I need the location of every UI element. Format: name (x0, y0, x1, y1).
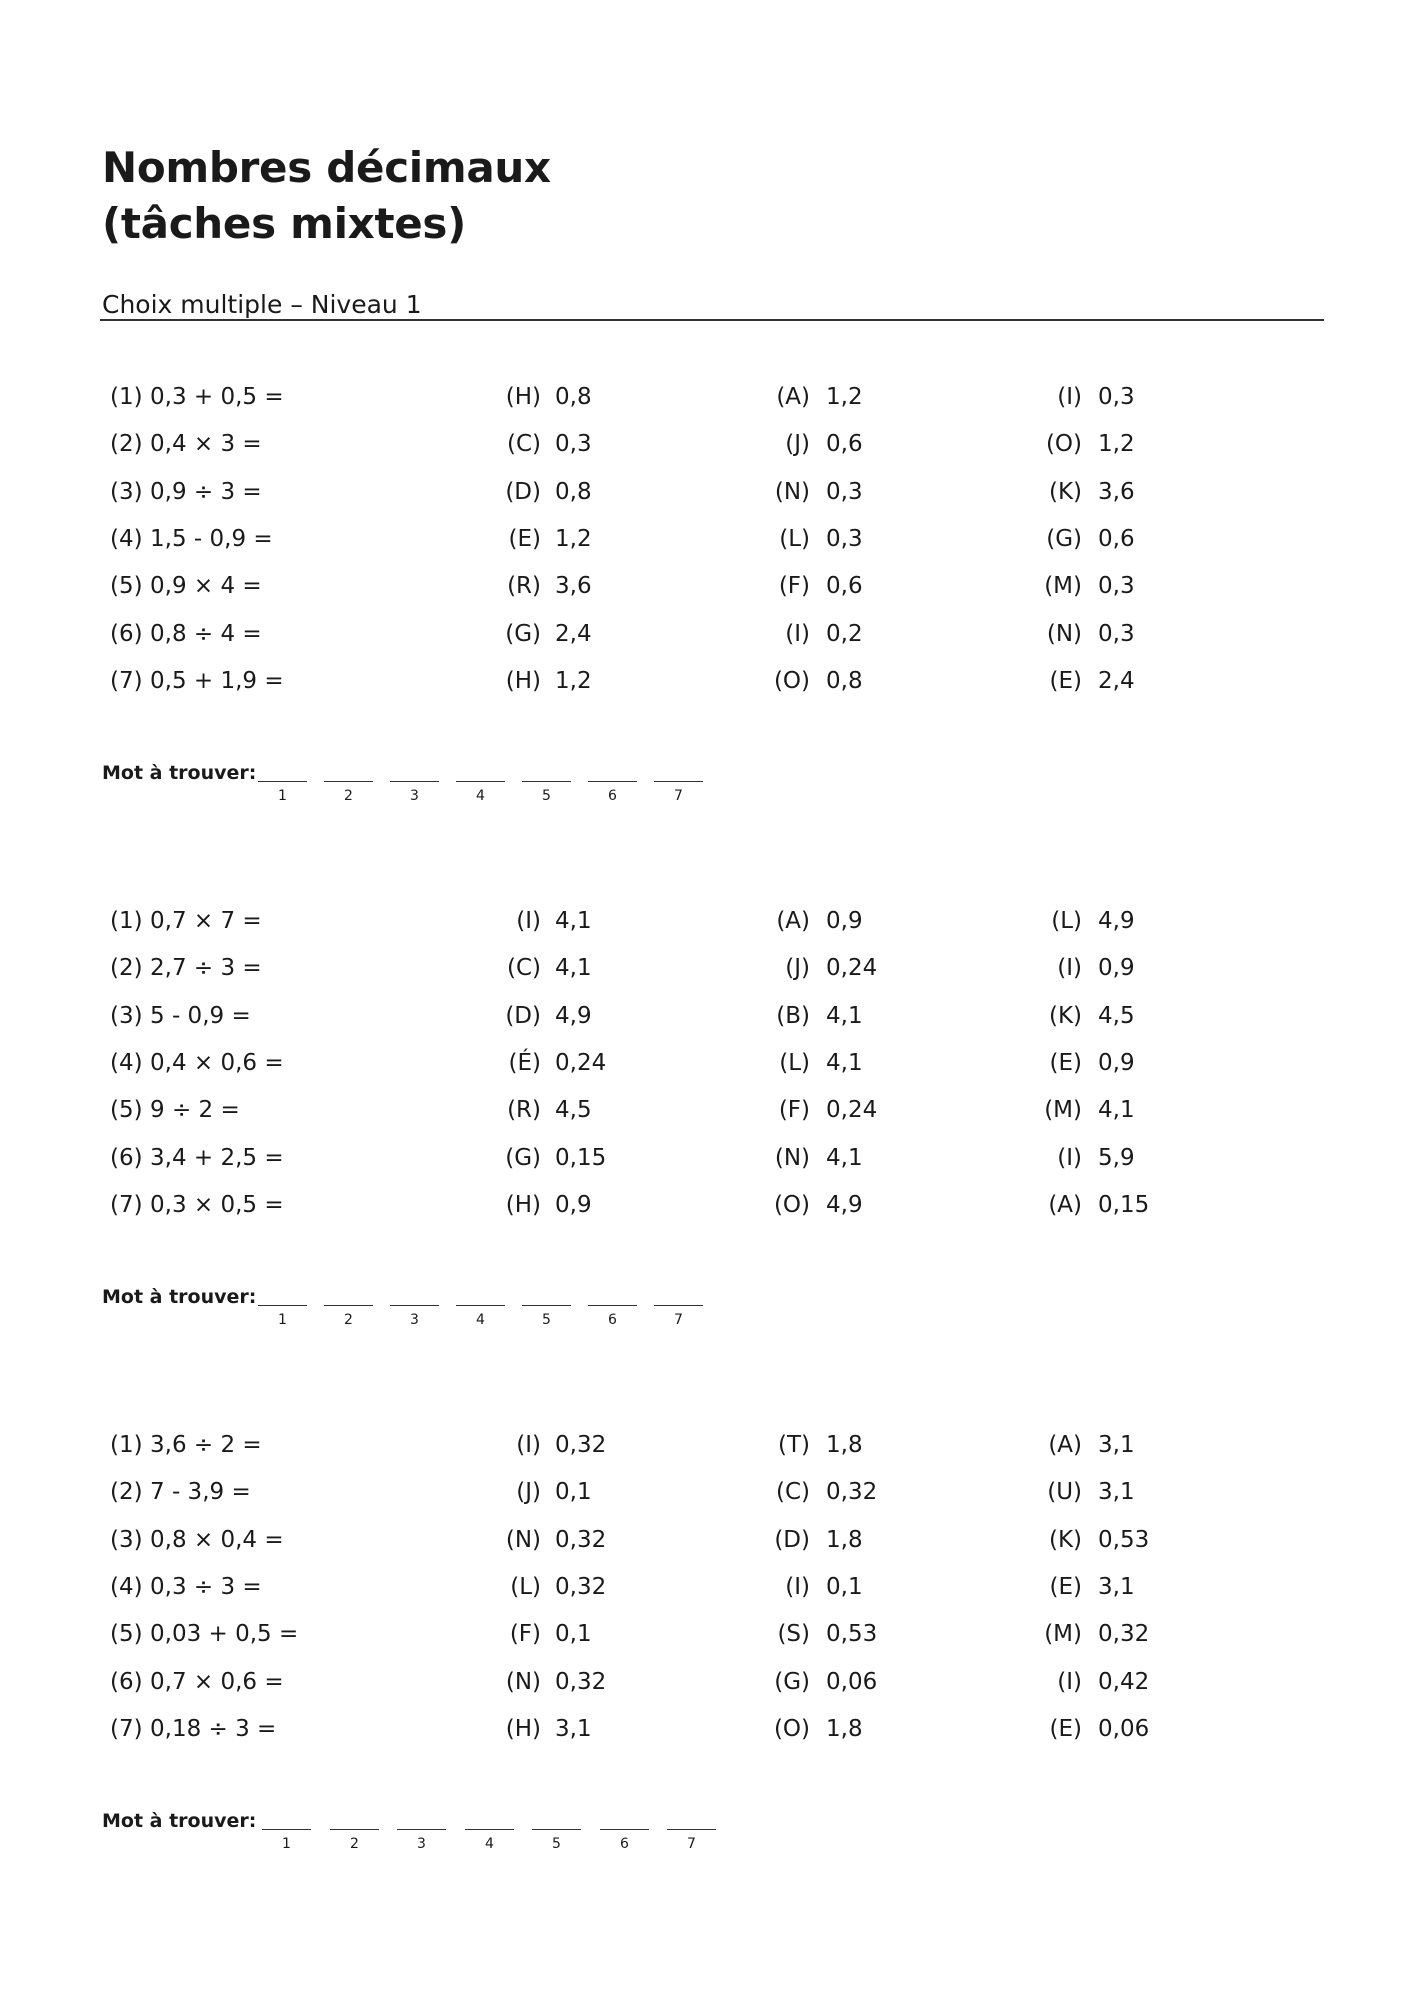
option-letter: (T) (778, 1432, 810, 1458)
answer-blank-number: 5 (552, 1836, 561, 1852)
answer-blank-number: 2 (344, 788, 353, 804)
answer-blank[interactable] (390, 781, 439, 782)
answer-blank[interactable] (330, 1829, 379, 1830)
option-letter: (G) (505, 1145, 541, 1171)
option-value: 3,1 (1098, 1479, 1135, 1505)
option-letter: (F) (509, 1621, 541, 1647)
option-letter: (C) (775, 1479, 810, 1505)
question-expression: 2,7 ÷ 3 = (150, 955, 262, 981)
mot-a-trouver-label: Mot à trouver: (102, 1286, 257, 1308)
option-value: 0,32 (555, 1527, 607, 1553)
option-value: 1,2 (555, 526, 592, 552)
option-value: 0,32 (555, 1669, 607, 1695)
question-expression: 3,6 ÷ 2 = (150, 1432, 262, 1458)
option-letter: (D) (505, 1003, 541, 1029)
option-value: 0,8 (555, 384, 592, 410)
option-letter: (F) (778, 573, 810, 599)
question-row (0, 1664, 1414, 1700)
question-expression: 5 - 0,9 = (150, 1003, 251, 1029)
option-value: 0,53 (826, 1621, 878, 1647)
question-number: (4) (110, 1574, 143, 1600)
option-value: 4,1 (826, 1050, 863, 1076)
option-letter: (A) (1048, 1432, 1082, 1458)
question-number: (1) (110, 1432, 143, 1458)
option-value: 0,1 (555, 1621, 592, 1647)
title-line-2: (tâches mixtes) (102, 199, 467, 248)
option-value: 0,1 (826, 1574, 863, 1600)
question-row (0, 1616, 1414, 1652)
option-letter: (O) (773, 1192, 810, 1218)
question-row (0, 474, 1414, 510)
option-letter: (D) (505, 479, 541, 505)
option-letter: (N) (505, 1527, 541, 1553)
option-value: 4,9 (555, 1003, 592, 1029)
question-number: (1) (110, 384, 143, 410)
option-letter: (G) (1046, 526, 1082, 552)
option-value: 4,5 (555, 1097, 592, 1123)
question-number: (6) (110, 621, 143, 647)
option-letter: (E) (1049, 1050, 1082, 1076)
option-letter: (D) (774, 1527, 810, 1553)
option-value: 4,1 (555, 908, 592, 934)
option-value: 0,3 (1098, 621, 1135, 647)
option-value: 0,6 (1098, 526, 1135, 552)
question-expression: 0,03 + 0,5 = (150, 1621, 299, 1647)
option-letter: (E) (1049, 1716, 1082, 1742)
option-letter: (B) (776, 1003, 810, 1029)
option-letter: (M) (1044, 1097, 1082, 1123)
answer-blank-number: 2 (344, 1312, 353, 1328)
answer-blank-number: 4 (476, 1312, 485, 1328)
answer-blank-number: 6 (608, 788, 617, 804)
option-value: 1,8 (826, 1716, 863, 1742)
option-value: 4,1 (555, 955, 592, 981)
option-value: 0,06 (826, 1669, 878, 1695)
option-letter: (A) (1048, 1192, 1082, 1218)
question-expression: 0,7 × 7 = (150, 908, 262, 934)
question-number: (4) (110, 1050, 143, 1076)
option-value: 1,2 (555, 668, 592, 694)
option-value: 0,24 (826, 955, 878, 981)
option-letter: (K) (1048, 1527, 1082, 1553)
option-value: 1,8 (826, 1527, 863, 1553)
option-value: 0,15 (555, 1145, 607, 1171)
question-row (0, 1092, 1414, 1128)
option-letter: (C) (506, 431, 541, 457)
option-value: 0,32 (555, 1574, 607, 1600)
question-expression: 0,8 × 0,4 = (150, 1527, 284, 1553)
option-letter: (K) (1048, 479, 1082, 505)
option-letter: (R) (507, 1097, 541, 1123)
question-number: (5) (110, 1621, 143, 1647)
option-letter: (L) (779, 1050, 810, 1076)
option-value: 0,8 (555, 479, 592, 505)
question-number: (3) (110, 1003, 143, 1029)
question-number: (5) (110, 573, 143, 599)
answer-blank[interactable] (600, 1829, 649, 1830)
answer-blank-number: 1 (282, 1836, 291, 1852)
question-number: (7) (110, 1192, 143, 1218)
option-value: 0,3 (1098, 384, 1135, 410)
answer-blank-number: 2 (350, 1836, 359, 1852)
exercise-block (0, 1427, 1414, 1897)
question-row (0, 1427, 1414, 1463)
answer-blank[interactable] (532, 1829, 581, 1830)
mot-a-trouver-label: Mot à trouver: (102, 762, 257, 784)
option-letter: (I) (516, 1432, 541, 1458)
option-letter: (H) (505, 1716, 541, 1742)
option-value: 0,32 (1098, 1621, 1150, 1647)
question-number: (3) (110, 479, 143, 505)
option-letter: (O) (1045, 431, 1082, 457)
answer-blank[interactable] (324, 781, 373, 782)
option-letter: (L) (510, 1574, 541, 1600)
option-value: 0,1 (555, 1479, 592, 1505)
option-value: 4,1 (826, 1003, 863, 1029)
option-letter: (H) (505, 668, 541, 694)
question-expression: 0,3 × 0,5 = (150, 1192, 284, 1218)
option-letter: (N) (774, 1145, 810, 1171)
option-value: 0,3 (555, 431, 592, 457)
option-letter: (I) (1057, 955, 1082, 981)
answer-blank-number: 6 (608, 1312, 617, 1328)
answer-blank-number: 4 (485, 1836, 494, 1852)
option-letter: (J) (516, 1479, 541, 1505)
question-number: (4) (110, 526, 143, 552)
option-value: 0,9 (1098, 955, 1135, 981)
option-letter: (N) (505, 1669, 541, 1695)
option-value: 3,1 (1098, 1574, 1135, 1600)
option-letter: (F) (778, 1097, 810, 1123)
option-letter: (I) (785, 621, 810, 647)
option-letter: (H) (505, 384, 541, 410)
option-value: 0,6 (826, 431, 863, 457)
answer-blank-number: 3 (410, 788, 419, 804)
option-letter: (N) (774, 479, 810, 505)
option-letter: (E) (1049, 668, 1082, 694)
answer-blank[interactable] (654, 781, 703, 782)
option-value: 0,3 (1098, 573, 1135, 599)
answer-blank[interactable] (522, 781, 571, 782)
option-value: 0,9 (555, 1192, 592, 1218)
answer-blank[interactable] (456, 781, 505, 782)
option-letter: (A) (776, 908, 810, 934)
option-letter: (J) (785, 955, 810, 981)
question-expression: 0,4 × 3 = (150, 431, 262, 457)
answer-blank[interactable] (258, 781, 307, 782)
option-value: 2,4 (1098, 668, 1135, 694)
question-row (0, 950, 1414, 986)
option-letter: (É) (508, 1050, 541, 1076)
option-value: 1,2 (1098, 431, 1135, 457)
answer-blank-number: 7 (687, 1836, 696, 1852)
option-value: 0,3 (826, 526, 863, 552)
answer-blank-number: 5 (542, 1312, 551, 1328)
question-number: (2) (110, 1479, 143, 1505)
answer-blank[interactable] (258, 1305, 307, 1306)
option-letter: (U) (1047, 1479, 1082, 1505)
option-value: 3,1 (555, 1716, 592, 1742)
exercise-block (0, 903, 1414, 1373)
question-number: (2) (110, 955, 143, 981)
answer-blank-number: 5 (542, 788, 551, 804)
question-row (0, 379, 1414, 415)
option-letter: (H) (505, 1192, 541, 1218)
question-number: (7) (110, 1716, 143, 1742)
question-expression: 1,5 - 0,9 = (150, 526, 273, 552)
option-value: 4,9 (826, 1192, 863, 1218)
option-letter: (O) (773, 1716, 810, 1742)
question-row (0, 1140, 1414, 1176)
question-row (0, 521, 1414, 557)
answer-blank[interactable] (588, 1305, 637, 1306)
question-row (0, 663, 1414, 699)
question-number: (7) (110, 668, 143, 694)
option-letter: (R) (507, 573, 541, 599)
option-letter: (I) (1057, 1669, 1082, 1695)
option-letter: (C) (506, 955, 541, 981)
option-value: 4,5 (1098, 1003, 1135, 1029)
question-number: (1) (110, 908, 143, 934)
question-expression: 0,7 × 0,6 = (150, 1669, 284, 1695)
option-value: 1,8 (826, 1432, 863, 1458)
question-expression: 3,4 + 2,5 = (150, 1145, 284, 1171)
question-row (0, 616, 1414, 652)
answer-blank[interactable] (522, 1305, 571, 1306)
option-letter: (G) (774, 1669, 810, 1695)
question-row (0, 1522, 1414, 1558)
option-letter: (J) (785, 431, 810, 457)
option-letter: (K) (1048, 1003, 1082, 1029)
answer-blank-number: 7 (674, 1312, 683, 1328)
question-row (0, 998, 1414, 1034)
answer-blank-number: 1 (278, 788, 287, 804)
question-row (0, 1474, 1414, 1510)
answer-blank-number: 4 (476, 788, 485, 804)
option-letter: (L) (1051, 908, 1082, 934)
question-number: (2) (110, 431, 143, 457)
option-letter: (I) (516, 908, 541, 934)
option-letter: (O) (773, 668, 810, 694)
page-title (102, 140, 551, 252)
option-value: 1,2 (826, 384, 863, 410)
answer-blank[interactable] (667, 1829, 716, 1830)
mot-a-trouver-label: Mot à trouver: (102, 1810, 257, 1832)
question-row (0, 1711, 1414, 1747)
option-letter: (E) (1049, 1574, 1082, 1600)
question-number: (6) (110, 1669, 143, 1695)
question-expression: 0,9 × 4 = (150, 573, 262, 599)
answer-blank[interactable] (262, 1829, 311, 1830)
option-value: 0,32 (555, 1432, 607, 1458)
answer-blank-number: 3 (417, 1836, 426, 1852)
question-expression: 0,3 ÷ 3 = (150, 1574, 262, 1600)
option-value: 0,6 (826, 573, 863, 599)
answer-blank-number: 3 (410, 1312, 419, 1328)
option-value: 0,8 (826, 668, 863, 694)
option-letter: (S) (777, 1621, 810, 1647)
option-value: 0,2 (826, 621, 863, 647)
answer-blank[interactable] (654, 1305, 703, 1306)
question-number: (3) (110, 1527, 143, 1553)
option-letter: (A) (776, 384, 810, 410)
option-value: 4,1 (826, 1145, 863, 1171)
option-value: 3,6 (1098, 479, 1135, 505)
option-value: 5,9 (1098, 1145, 1135, 1171)
option-value: 4,9 (1098, 908, 1135, 934)
question-row (0, 903, 1414, 939)
question-expression: 0,5 + 1,9 = (150, 668, 284, 694)
question-number: (5) (110, 1097, 143, 1123)
answer-blank[interactable] (390, 1305, 439, 1306)
option-letter: (I) (785, 1574, 810, 1600)
option-value: 4,1 (1098, 1097, 1135, 1123)
option-value: 0,9 (1098, 1050, 1135, 1076)
question-expression: 0,8 ÷ 4 = (150, 621, 262, 647)
option-value: 2,4 (555, 621, 592, 647)
option-value: 0,32 (826, 1479, 878, 1505)
question-expression: 7 - 3,9 = (150, 1479, 251, 1505)
option-letter: (I) (1057, 1145, 1082, 1171)
question-row (0, 1187, 1414, 1223)
answer-blank[interactable] (456, 1305, 505, 1306)
option-letter: (L) (779, 526, 810, 552)
option-letter: (M) (1044, 573, 1082, 599)
question-expression: 0,18 ÷ 3 = (150, 1716, 277, 1742)
option-value: 0,06 (1098, 1716, 1150, 1742)
title-line-1: Nombres décimaux (102, 143, 551, 192)
question-expression: 0,4 × 0,6 = (150, 1050, 284, 1076)
question-number: (6) (110, 1145, 143, 1171)
option-letter: (G) (505, 621, 541, 647)
option-value: 0,53 (1098, 1527, 1150, 1553)
option-value: 0,42 (1098, 1669, 1150, 1695)
question-expression: 9 ÷ 2 = (150, 1097, 240, 1123)
option-letter: (E) (508, 526, 541, 552)
exercise-block (0, 379, 1414, 849)
option-letter: (I) (1057, 384, 1082, 410)
subtitle-divider (100, 319, 1324, 321)
option-value: 3,6 (555, 573, 592, 599)
question-row (0, 568, 1414, 604)
question-row (0, 1569, 1414, 1605)
answer-blank[interactable] (588, 781, 637, 782)
answer-blank[interactable] (324, 1305, 373, 1306)
answer-blank-number: 6 (620, 1836, 629, 1852)
answer-blank[interactable] (397, 1829, 446, 1830)
question-row (0, 426, 1414, 462)
answer-blank-number: 1 (278, 1312, 287, 1328)
question-expression: 0,9 ÷ 3 = (150, 479, 262, 505)
option-value: 0,24 (826, 1097, 878, 1123)
option-letter: (M) (1044, 1621, 1082, 1647)
question-row (0, 1045, 1414, 1081)
answer-blank-number: 7 (674, 788, 683, 804)
option-letter: (N) (1046, 621, 1082, 647)
option-value: 0,3 (826, 479, 863, 505)
option-value: 0,15 (1098, 1192, 1150, 1218)
subtitle: Choix multiple – Niveau 1 (102, 290, 422, 319)
option-value: 0,24 (555, 1050, 607, 1076)
option-value: 0,9 (826, 908, 863, 934)
option-value: 3,1 (1098, 1432, 1135, 1458)
question-expression: 0,3 + 0,5 = (150, 384, 284, 410)
answer-blank[interactable] (465, 1829, 514, 1830)
